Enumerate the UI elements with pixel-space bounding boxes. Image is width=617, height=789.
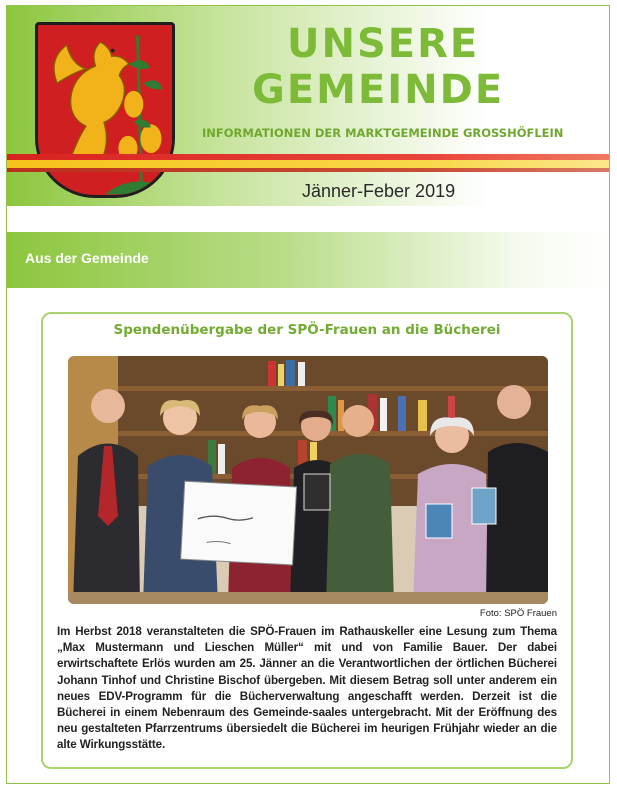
article-photo bbox=[68, 356, 548, 604]
masthead-title-line1: UNSERE bbox=[287, 21, 480, 67]
flag-stripes bbox=[7, 154, 609, 176]
section-header bbox=[7, 232, 609, 288]
article-box bbox=[41, 312, 573, 769]
masthead-title-line2: GEMEINDE bbox=[252, 67, 505, 113]
article-body: Im Herbst 2018 veranstalteten die SPÖ-Frauen im Rathauskeller eine Lesung zum Thema „Max Mustermann und Lieschen Müller“ mit und von Familie Bauer. Der dabei erwirtschaftete Erlös wurden am 25. Jänner an die Verantwortlichen der örtlichen Bücherei Johann Tinhof und Christine Bischof übergeben. Mit diesem Betrag soll unter anderem ein neues EDV-Programm für die Bücherverwaltung angeschafft werden. Derzeit ist die Bücherei in einem Nebenraum des Gemeinde-saales untergebracht. Mit der Eröffnung des neu gestalteten Pfarrzentrums übersiedelt die Bücherei im heurigen Frühjahr wieder an die alte Wirkungsstätte. bbox=[57, 625, 557, 752]
issue-date: Jänner-Feber 2019 bbox=[302, 181, 456, 201]
section-title: Aus der Gemeinde bbox=[25, 250, 149, 266]
masthead-subtitle: INFORMATIONEN DER MARKTGEMEINDE GROSSHÖFLEIN bbox=[202, 126, 564, 140]
masthead bbox=[7, 6, 609, 206]
newsletter-page bbox=[6, 5, 610, 784]
article-title: Spendenübergabe der SPÖ-Frauen an die Bücherei bbox=[113, 322, 501, 338]
photo-credit: Foto: SPÖ Frauen bbox=[479, 608, 557, 619]
